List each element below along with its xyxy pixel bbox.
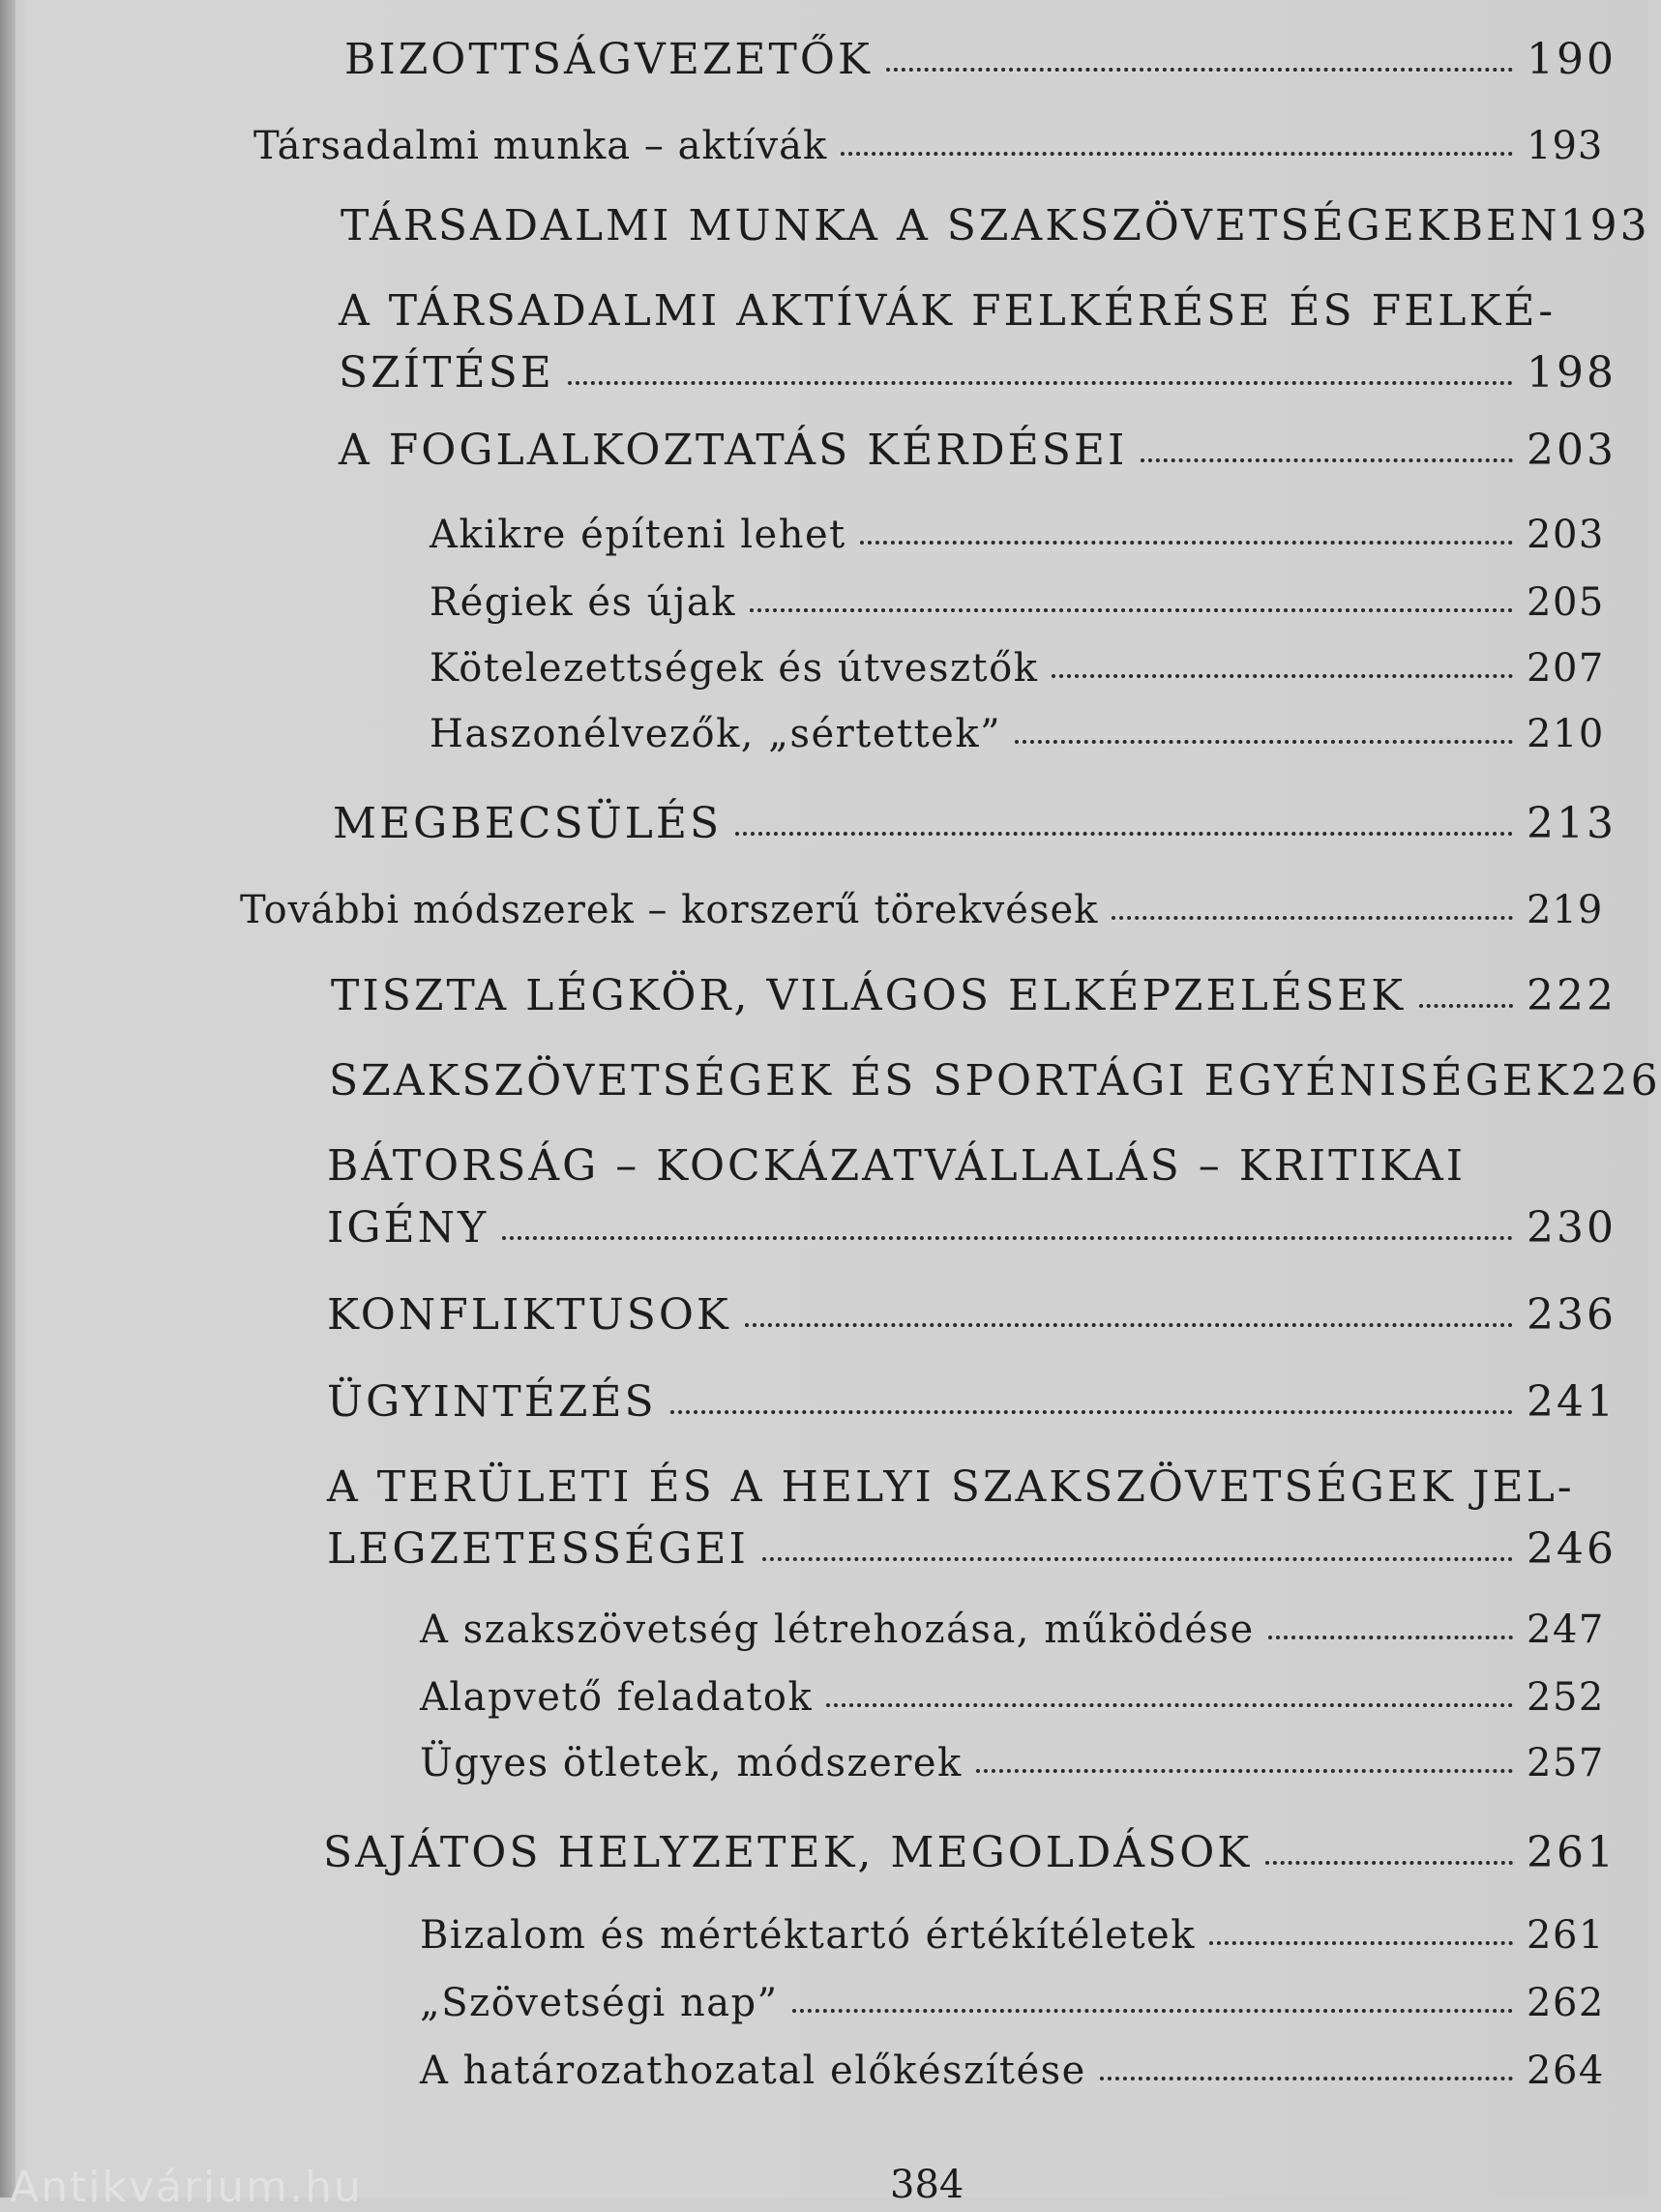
toc-entry-title: A szakszövetség létrehozása, működése	[420, 1607, 1255, 1652]
toc-entry-title: IGÉNY	[327, 1203, 489, 1253]
toc-entry-title: TISZTA LÉGKÖR, VILÁGOS ELKÉPZELÉSEK	[331, 971, 1407, 1020]
toc-entry-tiszta-legkor	[331, 971, 1617, 1021]
toc-entry-page-number: 198	[1527, 348, 1617, 398]
toc-entry-title: KONFLIKTUSOK	[327, 1290, 731, 1340]
toc-entry-title: Kötelezettségek és útvesztők	[430, 646, 1039, 691]
toc-entry-title: TÁRSADALMI MUNKA A SZAKSZÖVETSÉGEKBEN	[341, 201, 1560, 251]
toc-entry-akikre-epiteni	[430, 513, 1605, 558]
toc-leader-dots	[745, 1323, 1513, 1327]
toc-entry-title: ÜGYINTÉZÉS	[327, 1377, 657, 1427]
toc-leader-dots	[1268, 1636, 1513, 1639]
toc-entry-page-number: 252	[1527, 1675, 1605, 1720]
toc-entry-line1-aktivak-felkerese: A TÁRSADALMI AKTÍVÁK FELKÉRÉSE ÉS FELKÉ-	[339, 286, 1557, 336]
toc-entry-bizottsagvezetok	[344, 35, 1617, 85]
toc-entry-page-number: 203	[1527, 426, 1617, 475]
toc-entry-bizalom	[420, 1913, 1605, 1959]
toc-entry-teruleti-helyi	[327, 1524, 1617, 1575]
toc-entry-title: Bizalom és mértéktartó értékítéletek	[420, 1913, 1196, 1958]
toc-entry-foglalkoztatas-kerdesei	[339, 426, 1617, 476]
toc-entry-title: MEGBECSÜLÉS	[333, 799, 723, 848]
toc-entry-title: Ügyes ötletek, módszerek	[420, 1741, 963, 1785]
toc-entry-sportagi-egyenisegek	[329, 1056, 1661, 1106]
toc-leader-dots	[670, 1410, 1513, 1414]
toc-entry-haszonelvezok	[430, 712, 1605, 757]
toc-leader-dots	[1265, 1861, 1513, 1865]
toc-entry-title: Akikre építeni lehet	[430, 513, 846, 557]
toc-entry-title: További módszerek – korszerű törekvések	[240, 888, 1099, 932]
toc-entry-title: BIZOTTSÁGVEZETŐK	[344, 35, 873, 84]
toc-leader-dots	[1112, 916, 1513, 920]
toc-entry-page-number: 230	[1527, 1203, 1617, 1253]
toc-entry-page-number: 213	[1527, 799, 1617, 848]
toc-entry-page-number: 190	[1527, 35, 1617, 84]
toc-entry-title: Társadalmi munka – aktívák	[253, 124, 828, 168]
toc-entry-page-number: 205	[1527, 580, 1605, 625]
toc-leader-dots	[826, 1703, 1513, 1707]
toc-entry-hatarozathozatal	[420, 2049, 1605, 2094]
toc-entry-sajatos-helyzetek	[323, 1828, 1617, 1878]
toc-entry-letrehozasa	[420, 1607, 1605, 1653]
toc-entry-batorsag	[327, 1203, 1617, 1253]
toc-leader-dots	[502, 1236, 1513, 1240]
toc-entry-page-number: 261	[1527, 1828, 1617, 1877]
toc-entry-page-number: 264	[1527, 2049, 1605, 2093]
toc-leader-dots	[735, 832, 1513, 836]
toc-entry-title: A FOGLALKOZTATÁS KÉRDÉSEI	[339, 426, 1128, 475]
toc-leader-dots	[860, 541, 1513, 545]
toc-entry-page-number: 261	[1527, 1913, 1605, 1958]
toc-entry-page-number: 262	[1527, 1981, 1605, 2025]
toc-entry-line1-batorsag: BÁTORSÁG – KOCKÁZATVÁLLALÁS – KRITIKAI	[327, 1141, 1467, 1191]
toc-entry-page-number: 193	[1559, 201, 1650, 251]
toc-leader-dots	[886, 68, 1513, 72]
toc-entry-page-number: 226	[1570, 1056, 1661, 1106]
toc-leader-dots	[762, 1557, 1513, 1561]
toc-entry-page-number: 241	[1527, 1377, 1617, 1427]
toc-entry-title: SZAKSZÖVETSÉGEK ÉS SPORTÁGI EGYÉNISÉGEK	[329, 1056, 1571, 1106]
toc-leader-dots	[792, 2009, 1513, 2013]
toc-entry-regiek-es-ujak	[430, 580, 1605, 626]
toc-entry-page-number: 210	[1527, 712, 1605, 756]
toc-leader-dots	[1419, 1004, 1513, 1008]
toc-entry-tovabbi-modszerek	[240, 888, 1604, 933]
toc-entry-title: LEGZETESSÉGEI	[327, 1524, 749, 1574]
toc-leader-dots	[1100, 2077, 1513, 2080]
toc-entry-title: Haszonélvezők, „sértettek”	[430, 712, 1002, 756]
toc-entry-page-number: 193	[1527, 124, 1604, 168]
toc-entry-konfliktusok	[327, 1290, 1617, 1341]
toc-leader-dots	[750, 608, 1513, 612]
toc-leader-dots	[1141, 458, 1513, 462]
toc-entry-ugyes-otletek	[420, 1741, 1605, 1786]
toc-entry-page-number: 246	[1527, 1524, 1617, 1574]
toc-leader-dots	[1015, 740, 1513, 744]
toc-entry-page-number: 257	[1527, 1741, 1605, 1785]
toc-entry-title: „Szövetségi nap”	[420, 1981, 779, 2025]
toc-leader-dots	[1209, 1941, 1513, 1945]
toc-entry-page-number: 236	[1527, 1290, 1617, 1340]
toc-entry-aktivak-felkerese	[339, 348, 1617, 398]
toc-entry-title: SZÍTÉSE	[339, 348, 554, 398]
toc-entry-szovetsegi-nap	[420, 1981, 1605, 2026]
watermark-text: Antikvárium.hu	[10, 2163, 363, 2212]
toc-entry-tarsadalmi-munka-szakszovetsegekben	[341, 201, 1650, 251]
toc-entry-kotelezettsegek	[430, 646, 1605, 692]
toc-entry-title: SAJÁTOS HELYZETEK, MEGOLDÁSOK	[323, 1828, 1253, 1877]
toc-entry-alapveto-feladatok	[420, 1675, 1605, 1721]
toc-entry-title: A határozathozatal előkészítése	[420, 2049, 1086, 2093]
toc-leader-dots	[568, 381, 1513, 385]
toc-entry-page-number: 222	[1527, 971, 1617, 1020]
toc-entry-page-number: 219	[1527, 888, 1604, 932]
toc-entry-title: Alapvető feladatok	[420, 1675, 814, 1720]
toc-entry-page-number: 203	[1527, 513, 1605, 557]
page-number: 384	[890, 2163, 964, 2207]
toc-entry-page-number: 207	[1527, 646, 1605, 691]
toc-leader-dots	[976, 1769, 1513, 1773]
toc-entry-title: Régiek és újak	[430, 580, 736, 625]
toc-entry-line1-teruleti-helyi: A TERÜLETI ÉS A HELYI SZAKSZÖVETSÉGEK JEL-	[327, 1462, 1575, 1512]
toc-leader-dots	[1052, 674, 1513, 678]
toc-entry-page-number: 247	[1527, 1607, 1605, 1652]
toc-entry-megbecsules	[333, 799, 1617, 849]
toc-leader-dots	[841, 152, 1513, 156]
toc-entry-ugyintezes	[327, 1377, 1617, 1428]
toc-entry-tarsadalmi-munka-aktivak	[253, 124, 1604, 169]
